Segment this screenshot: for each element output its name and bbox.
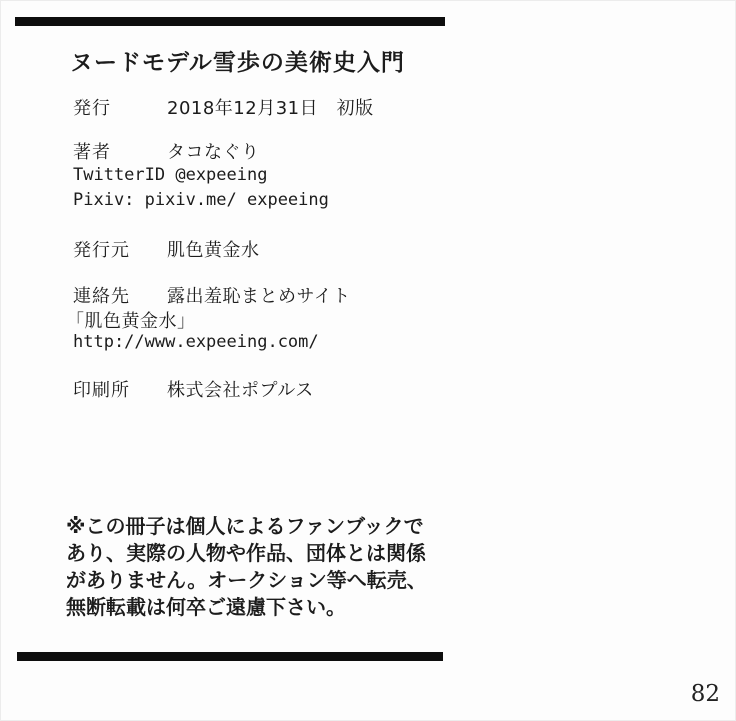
row-contact <box>73 282 351 308</box>
author-label: 著者 <box>73 142 111 163</box>
author-value: タコなぐり <box>167 142 260 163</box>
contact-site-name: 「肌色黄金水」 <box>66 311 196 332</box>
row-author <box>73 138 260 164</box>
contact-value: 露出羞恥まとめサイト <box>167 286 351 307</box>
book-title: ヌードモデル雪歩の美術史入門 <box>70 50 405 76</box>
author-pixiv-line: Pixiv: pixiv.me/ expeeing <box>73 190 329 210</box>
disclaimer-line: 無断転載は何卒ご遠慮下さい。 <box>66 595 346 619</box>
row-printer <box>73 376 314 402</box>
publication-value: 2018年12月31日 初版 <box>167 98 374 119</box>
disclaimer-line: がありません。オークション等へ転売、 <box>66 568 427 592</box>
disclaimer-paragraph <box>66 513 427 621</box>
publisher-label: 発行元 <box>73 240 130 261</box>
disclaimer-line: あり、実際の人物や作品、団体とは関係 <box>66 541 426 565</box>
top-rule <box>15 17 445 26</box>
disclaimer-line: ※この冊子は個人によるファンブックで <box>66 514 424 538</box>
printer-value: 株式会社ポプルス <box>167 380 314 401</box>
publication-label: 発行 <box>73 98 111 119</box>
author-twitter-line: TwitterID @expeeing <box>73 165 268 185</box>
row-publication-date <box>73 94 374 120</box>
printer-label: 印刷所 <box>73 380 130 401</box>
page-number: 82 <box>690 681 720 707</box>
row-publisher <box>73 236 260 262</box>
publisher-value: 肌色黄金水 <box>167 240 260 261</box>
bottom-rule <box>17 652 443 661</box>
contact-url: http://www.expeeing.com/ <box>73 332 319 352</box>
contact-label: 連絡先 <box>73 286 130 307</box>
